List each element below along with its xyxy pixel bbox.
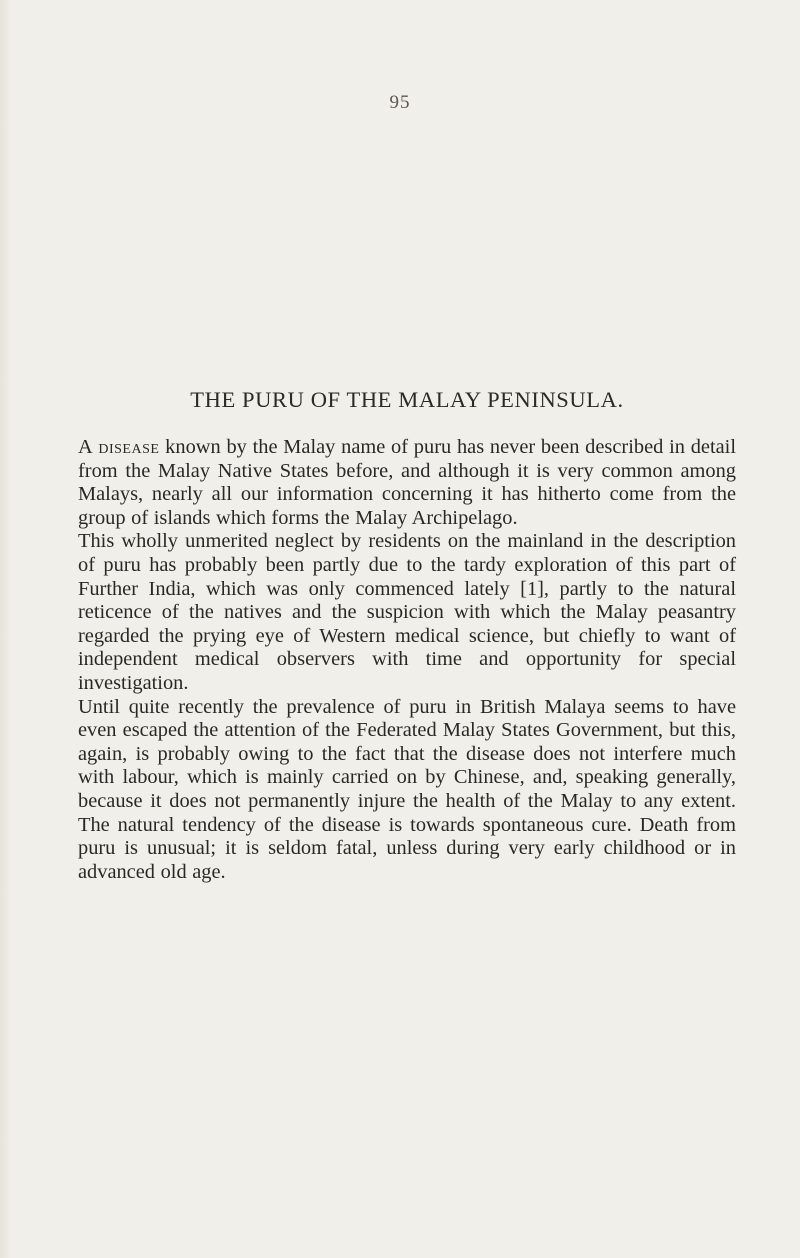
paragraph-2-text: This wholly unmerited neglect by residents on the mainland in the description of puru has probably been partly due to the tardy exploration of this part of Further India, which was only commenced lately [1], partly to the natural reticence of the natives and the suspicion with which the Malay peasantry regarded the prying eye of Western medical science, but chiefly to want of independent medical observers with time and opportunity for special investigation.: [78, 530, 736, 694]
page-edge-shadow: [0, 0, 12, 1258]
paragraph-lead-word: A disease: [78, 436, 160, 458]
paragraph-1-text: known by the Malay name of puru has never been described in detail from the Malay Native States before, and although it is very common among Malays, nearly all our information concerning it has hitherto come from the group of islands which forms the Malay Archipelago.: [78, 436, 736, 529]
paragraph-2: [78, 530, 736, 695]
article-title: THE PURU OF THE MALAY PENINSULA.: [190, 387, 624, 412]
page-number: 95: [389, 92, 411, 113]
article: [78, 386, 736, 884]
paragraph-3: [78, 696, 736, 885]
paragraph-3-text: Until quite recently the prevalence of puru in British Malaya seems to have even escaped the attention of the Federated Malay States Government, but this, again, is probably owing to the fact that the disease does not interfere much with labour, which is mainly carried on by Chinese, and, speaking generally, because it does not permanently injure the health of the Malay to any extent. The natural tendency of the disease is towards spontaneous cure. Death from puru is unusual; it is seldom fatal, unless during very early childhood or in advanced old age.: [78, 695, 736, 883]
paragraph-1: [78, 436, 736, 530]
